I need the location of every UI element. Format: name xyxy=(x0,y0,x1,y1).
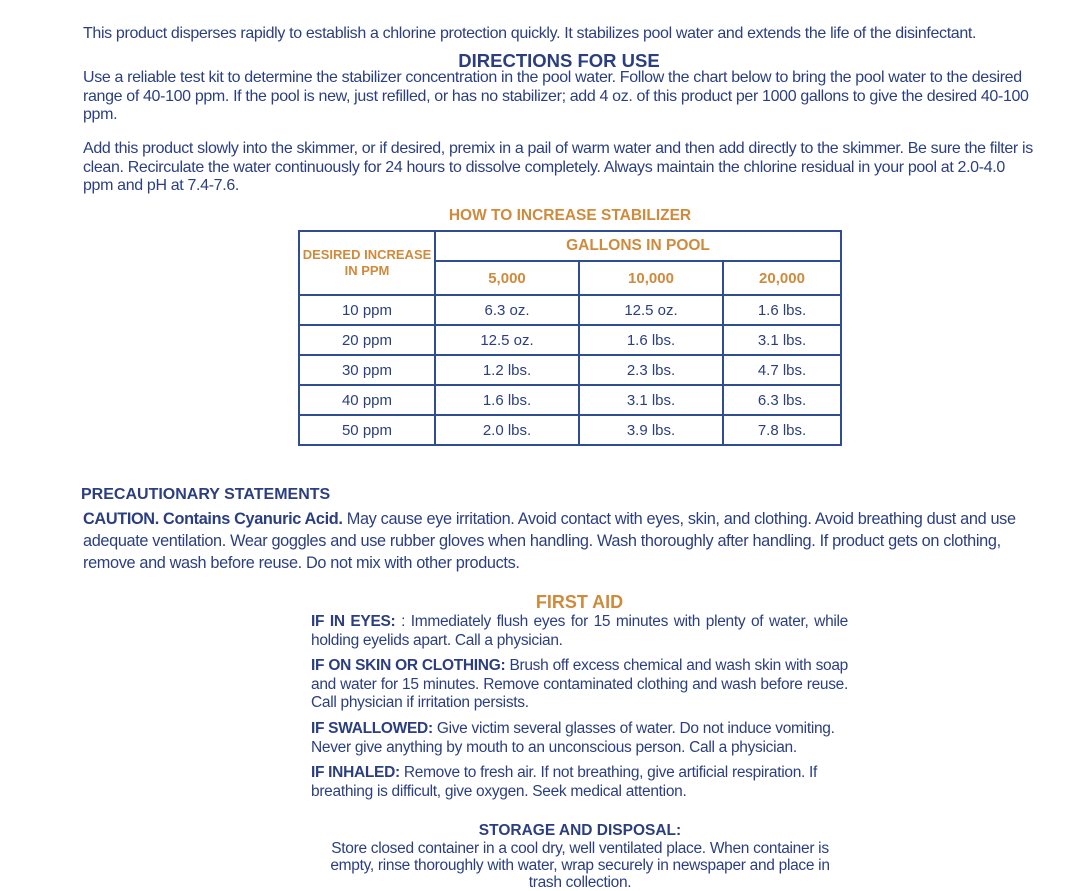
first-aid-label: IF IN EYES: xyxy=(311,613,396,630)
amount-cell: 12.5 oz. xyxy=(435,325,579,355)
table-row xyxy=(299,415,841,445)
first-aid-label: IF SWALLOWED: xyxy=(311,720,433,737)
precaution-title: PRECAUTIONARY STATEMENTS xyxy=(81,486,331,503)
table-row xyxy=(299,295,841,325)
table-row xyxy=(299,325,841,355)
ppm-cell: 20 ppm xyxy=(299,325,435,355)
ppm-cell: 40 ppm xyxy=(299,385,435,415)
column-header: 10,000 xyxy=(579,261,723,295)
amount-cell: 2.0 lbs. xyxy=(435,415,579,445)
column-header: 20,000 xyxy=(723,261,841,295)
amount-cell: 3.9 lbs. xyxy=(579,415,723,445)
first-aid-label: IF INHALED: xyxy=(311,764,400,781)
ppm-cell: 30 ppm xyxy=(299,355,435,385)
amount-cell: 6.3 lbs. xyxy=(723,385,841,415)
precaution-lead: CAUTION. Contains Cyanuric Acid. xyxy=(83,510,343,528)
amount-cell: 6.3 oz. xyxy=(435,295,579,325)
first-aid-title: FIRST AID xyxy=(535,592,624,612)
amount-cell: 1.6 lbs. xyxy=(723,295,841,325)
amount-cell: 3.1 lbs. xyxy=(723,325,841,355)
directions-title: DIRECTIONS FOR USE xyxy=(458,50,660,71)
table-title: HOW TO INCREASE STABILIZER xyxy=(448,207,692,224)
ppm-cell: 50 ppm xyxy=(299,415,435,445)
table-row xyxy=(299,385,841,415)
first-aid-label: IF ON SKIN OR CLOTHING: xyxy=(311,657,506,674)
amount-cell: 7.8 lbs. xyxy=(723,415,841,445)
first-aid-text: : Immediately flush eyes for 15 minutes with plenty of water, while holding eyelids apart. Call a physician. xyxy=(311,613,849,649)
amount-cell: 3.1 lbs. xyxy=(579,385,723,415)
amount-cell: 1.6 lbs. xyxy=(435,385,579,415)
intro-text: This product disperses rapidly to establish a chlorine protection quickly. It stabilizes pool water and extends the life of the disinfectant. xyxy=(83,25,977,42)
first-aid-eyes xyxy=(311,613,848,650)
storage-text: Store closed container in a cool dry, well ventilated place. When container is empty, rinse thoroughly with water, wrap securely in newspaper and place in trash collection. xyxy=(330,840,830,891)
group-header: GALLONS IN POOL xyxy=(435,231,841,261)
amount-cell: 12.5 oz. xyxy=(579,295,723,325)
amount-cell: 2.3 lbs. xyxy=(579,355,723,385)
storage-title: STORAGE AND DISPOSAL: xyxy=(478,822,682,839)
first-aid-inhaled xyxy=(311,764,848,801)
first-aid-text: Brush off excess chemical and wash skin with soap and water for 15 minutes. Remove contaminated clothing and wash before reuse. Call physician if irritation persists. xyxy=(311,657,848,711)
table-row xyxy=(299,355,841,385)
first-aid-swallowed xyxy=(311,720,848,757)
stabilizer-table xyxy=(298,230,842,446)
amount-cell: 1.6 lbs. xyxy=(579,325,723,355)
first-aid-text: Remove to fresh air. If not breathing, give artificial respiration. If breathing is difficult, give oxygen. Seek medical attention. xyxy=(311,764,818,800)
precaution-body: May cause eye irritation. Avoid contact with eyes, skin, and clothing. Avoid breathing dust and use adequate ventilation. Wear goggles and use rubber gloves when handling. Wash thoroughly after handling. If product gets on clothing, remove and wash before reuse. Do not mix with other products. xyxy=(83,510,1016,572)
first-aid-skin xyxy=(311,657,848,713)
directions-paragraph-1: Use a reliable test kit to determine the stabilizer concentration in the pool water. Follow the chart below to bring the pool water to the desired range of 40-100 ppm. If the pool is new, just refilled, or has no stabilizer; add 4 oz. of this product per 1000 gallons to give the desired 40-100 ppm. xyxy=(83,69,1029,123)
directions-paragraph-2: Add this product slowly into the skimmer, or if desired, premix in a pail of warm water and then add directly to the skimmer. Be sure the filter is clean. Recirculate the water continuously for 24 hours to dissolve completely. Always maintain the chlorine residual in your pool at 2.0-4.0 ppm and pH at 7.4-7.6. xyxy=(83,140,1033,194)
precaution-text xyxy=(83,508,1035,574)
row-header: DESIRED INCREASE IN PPM xyxy=(299,231,435,295)
ppm-cell: 10 ppm xyxy=(299,295,435,325)
amount-cell: 1.2 lbs. xyxy=(435,355,579,385)
first-aid-text: Give victim several glasses of water. Do not induce vomiting. Never give anything by mouth to an unconscious person. Call a physician. xyxy=(311,720,835,756)
amount-cell: 4.7 lbs. xyxy=(723,355,841,385)
column-header: 5,000 xyxy=(435,261,579,295)
